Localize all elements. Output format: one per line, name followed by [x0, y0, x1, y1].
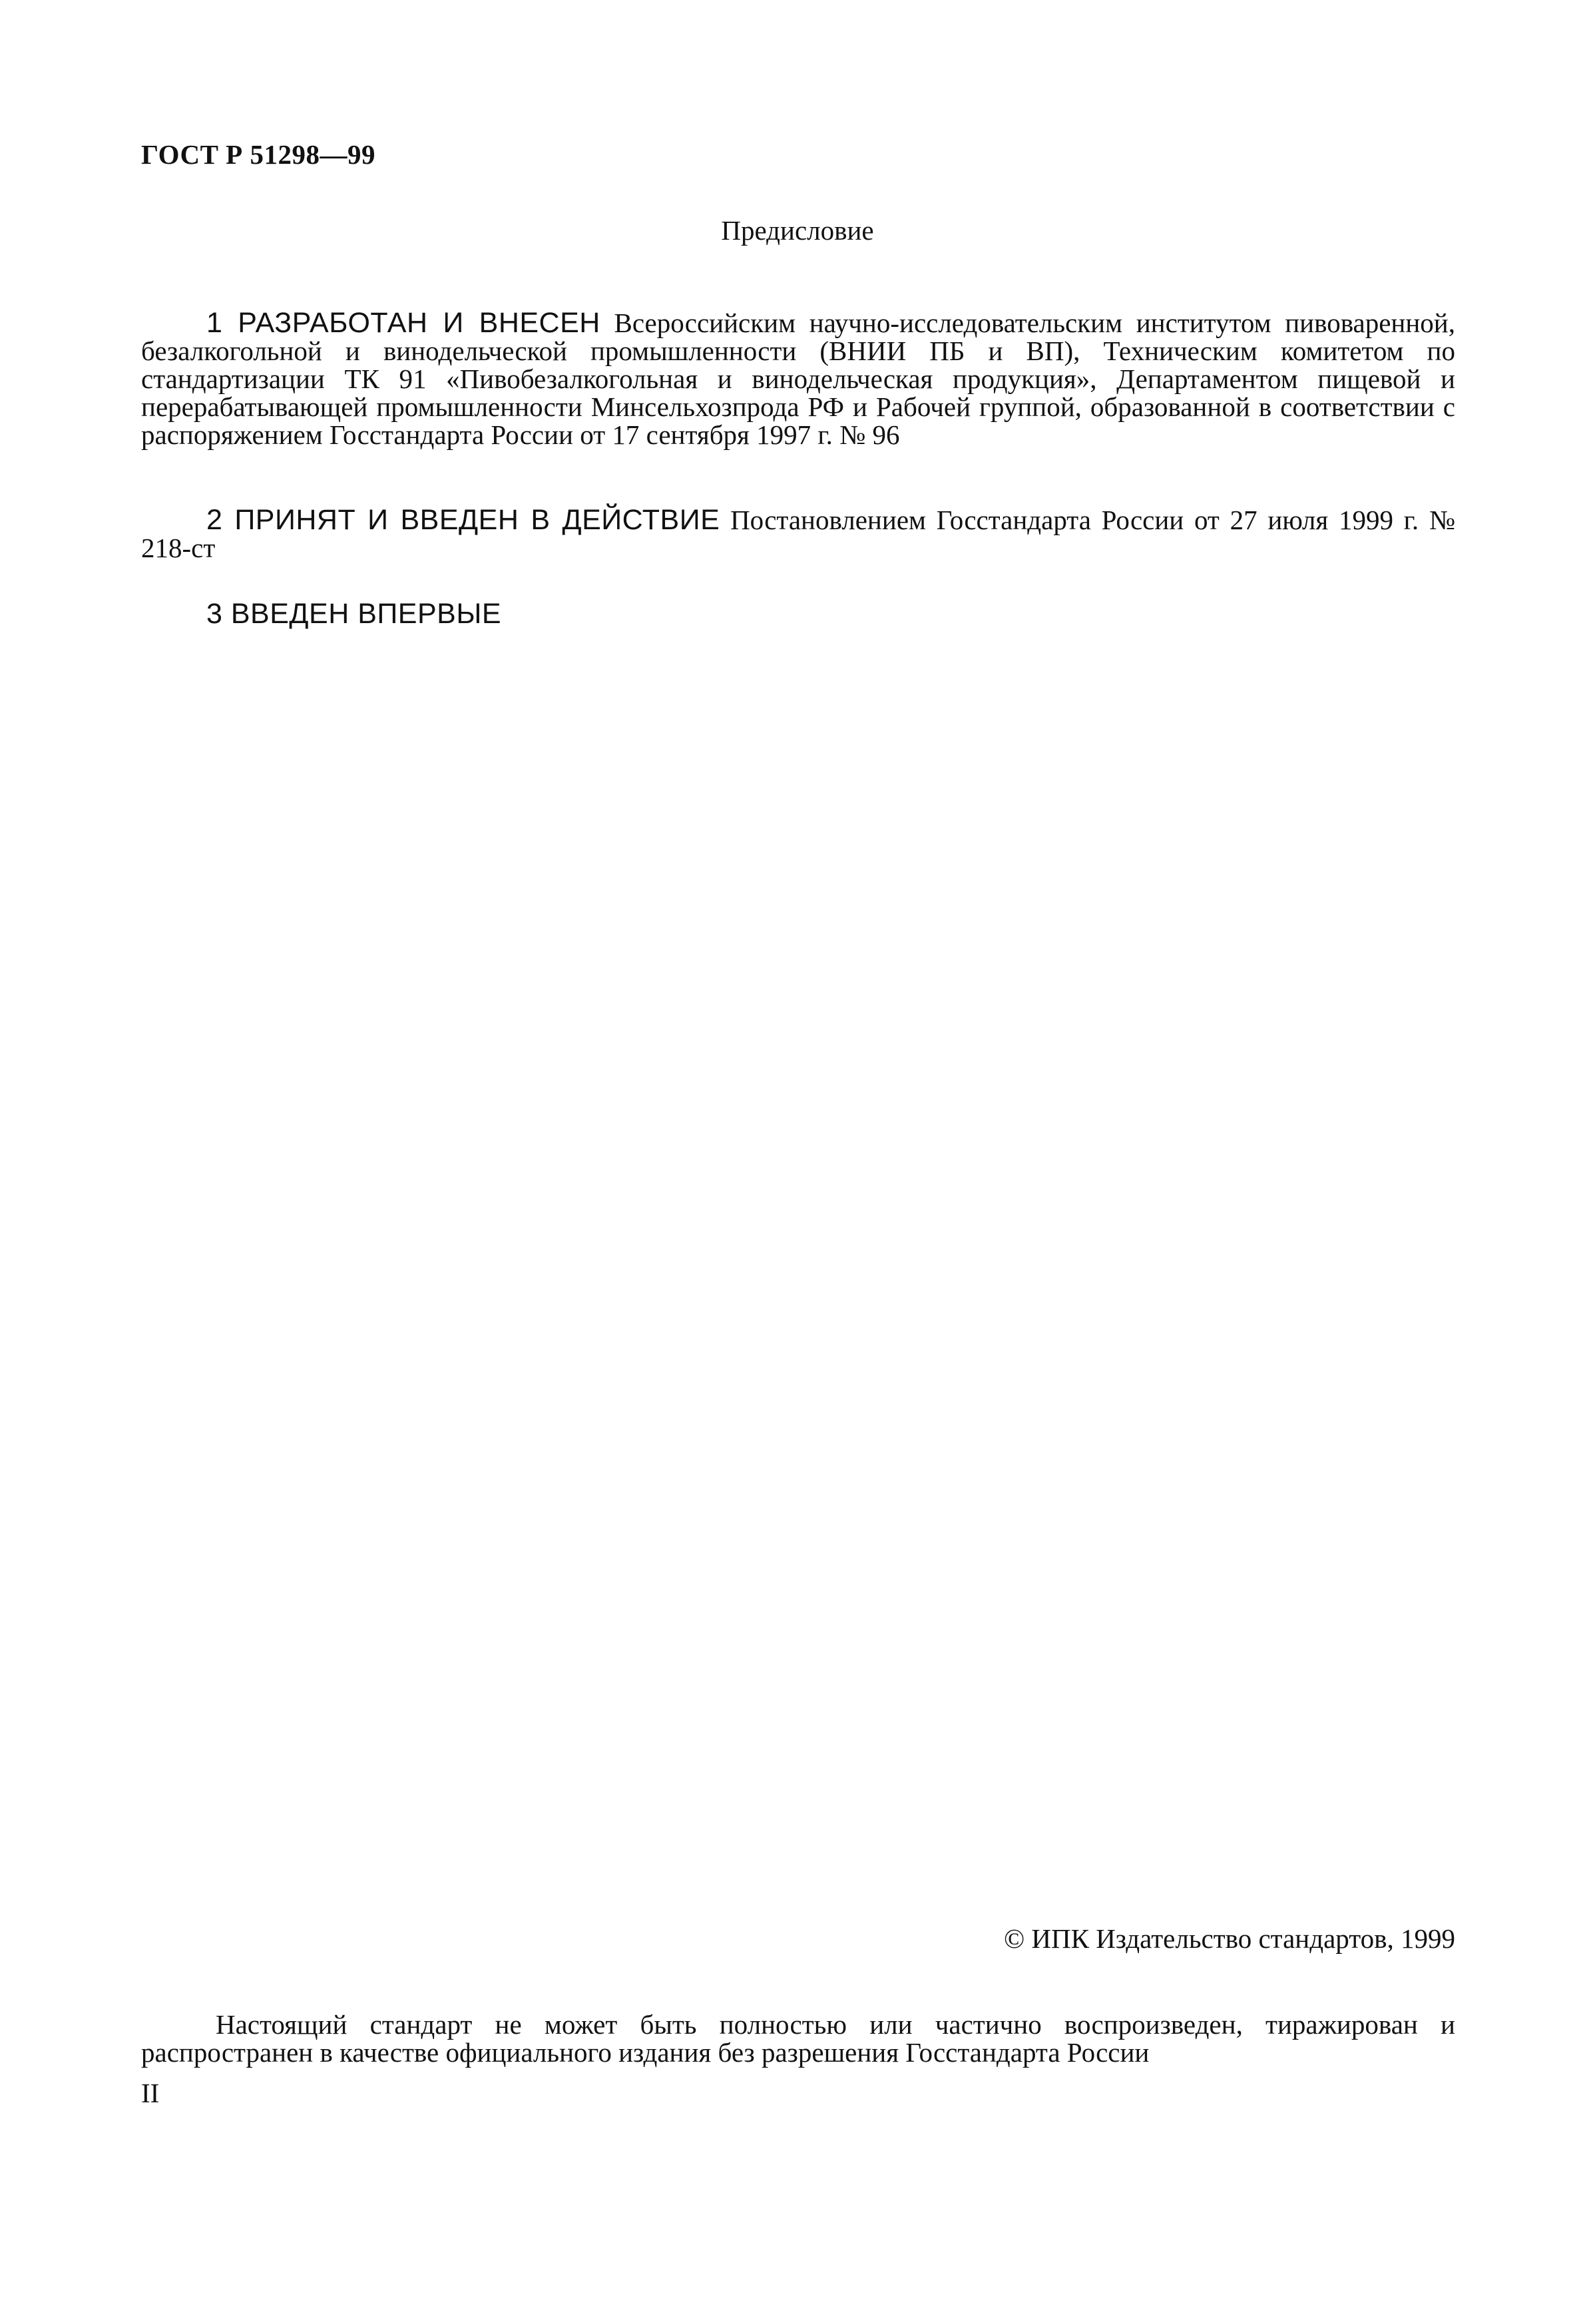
reproduction-notice: Настоящий стандарт не может быть полностью или частично воспроизведен, тиражирован и распространен в качестве официального издания без разрешения Госстандарта России — [141, 2009, 1455, 2068]
foreword-item-1-lead: 1 РАЗРАБОТАН И ВНЕСЕН — [206, 307, 600, 339]
document-code: ГОСТ Р 51298—99 — [141, 139, 375, 170]
foreword-item-1-text: Всероссийским научно-исследовательским институтом пивоваренной, безалкогольной и винодельческой промышленности (ВНИИ ПБ и ВП), Техническим комитетом по стандартизации ТК 91 «Пивобезалкогольная и винодельческая продукция», Департаментом пищевой и перерабатывающей промышленности Минсельхозпрода РФ и Рабочей группой, образованной в соответствии с распоряжением Госстандарта России от 17 сентября 1997 г. № 96 — [141, 308, 1455, 450]
foreword-item-1 — [141, 309, 1455, 449]
section-title-foreword: Предисловие — [721, 215, 874, 246]
foreword-item-2-text: Постановлением Госстандарта России от 27 июля 1999 г. № 218-ст — [141, 505, 1455, 563]
foreword-item-3-lead: 3 ВВЕДЕН ВПЕРВЫЕ — [206, 598, 502, 630]
foreword-item-2-lead: 2 ПРИНЯТ И ВВЕДЕН В ДЕЙСТВИЕ — [206, 504, 720, 536]
foreword-item-3 — [141, 600, 1455, 628]
foreword-item-2 — [141, 506, 1455, 562]
copyright-line: © ИПК Издательство стандартов, 1999 — [1003, 1923, 1455, 1954]
page-number: II — [141, 2078, 160, 2108]
